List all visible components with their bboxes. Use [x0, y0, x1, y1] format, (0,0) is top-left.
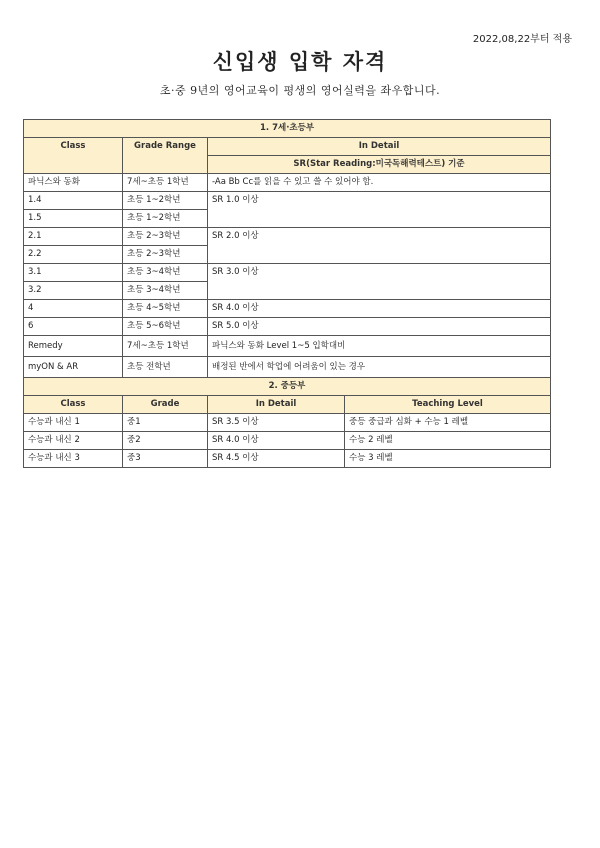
cell-grade: 중2 — [123, 432, 208, 450]
cell-class: 수능과 내신 1 — [24, 414, 123, 432]
header-grade-range: Grade Range — [123, 138, 208, 174]
cell-detail: SR 5.0 이상 — [208, 318, 551, 336]
table-row — [24, 228, 551, 246]
cell-class: 2.1 — [24, 228, 123, 246]
cell-grade: 초등 5~6학년 — [123, 318, 208, 336]
header-grade: Grade — [123, 396, 208, 414]
cell-class: 수능과 내신 3 — [24, 450, 123, 468]
cell-class: Remedy — [24, 336, 123, 357]
header-in-detail: In Detail — [208, 396, 345, 414]
header-sr-basis: SR(Star Reading:미국독해력테스트) 기준 — [208, 156, 551, 174]
admission-table — [23, 119, 551, 468]
cell-grade: 초등 2~3학년 — [123, 246, 208, 264]
table-row — [24, 450, 551, 468]
cell-detail: SR 4.0 이상 — [208, 300, 551, 318]
cell-grade: 초등 3~4학년 — [123, 264, 208, 282]
cell-grade: 초등 1~2학년 — [123, 192, 208, 210]
cell-class: 1.4 — [24, 192, 123, 210]
cell-class: 1.5 — [24, 210, 123, 228]
cell-detail: -Aa Bb Cc를 읽을 수 있고 쓸 수 있어야 함. — [208, 174, 551, 192]
cell-class: 4 — [24, 300, 123, 318]
cell-detail: SR 3.0 이상 — [208, 264, 551, 300]
cell-level: 수능 2 레벨 — [345, 432, 551, 450]
cell-grade: 초등 3~4학년 — [123, 282, 208, 300]
cell-level: 수능 3 레벨 — [345, 450, 551, 468]
section-title: 2. 중등부 — [24, 378, 551, 396]
cell-class: 파닉스와 동화 — [24, 174, 123, 192]
header-row — [24, 138, 551, 156]
section-header-elementary — [24, 120, 551, 138]
table-row — [24, 192, 551, 210]
table-row — [24, 336, 551, 357]
cell-class: 3.1 — [24, 264, 123, 282]
header-teaching-level: Teaching Level — [345, 396, 551, 414]
table-row — [24, 414, 551, 432]
table-row — [24, 300, 551, 318]
header-class: Class — [24, 396, 123, 414]
cell-level: 중등 중급과 심화 + 수능 1 레벨 — [345, 414, 551, 432]
cell-detail: 파닉스와 동화 Level 1~5 입학대비 — [208, 336, 551, 357]
page-subtitle: 초·중 9년의 영어교육이 평생의 영어실력을 좌우합니다. — [159, 84, 441, 97]
table-row — [24, 432, 551, 450]
cell-class: 2.2 — [24, 246, 123, 264]
cell-grade: 초등 1~2학년 — [123, 210, 208, 228]
header-class: Class — [24, 138, 123, 174]
cell-grade: 초등 2~3학년 — [123, 228, 208, 246]
cell-detail: SR 2.0 이상 — [208, 228, 551, 264]
cell-class: 6 — [24, 318, 123, 336]
cell-detail: SR 4.0 이상 — [208, 432, 345, 450]
cell-detail: SR 1.0 이상 — [208, 192, 551, 228]
effective-date: 2022,08,22부터 적용 — [472, 34, 572, 45]
cell-grade: 초등 4~5학년 — [123, 300, 208, 318]
cell-class: myON & AR — [24, 357, 123, 378]
table-row — [24, 264, 551, 282]
cell-grade: 중3 — [123, 450, 208, 468]
cell-detail: SR 4.5 이상 — [208, 450, 345, 468]
cell-grade: 초등 전학년 — [123, 357, 208, 378]
cell-grade: 7세~초등 1학년 — [123, 174, 208, 192]
table-row — [24, 174, 551, 192]
table-row — [24, 318, 551, 336]
section-header-middle — [24, 378, 551, 396]
section-title: 1. 7세·초등부 — [24, 120, 551, 138]
page-title: 신입생 입학 자격 — [212, 49, 388, 74]
cell-detail: SR 3.5 이상 — [208, 414, 345, 432]
header-in-detail: In Detail — [208, 138, 551, 156]
cell-detail: 배정된 반에서 학업에 어려움이 있는 경우 — [208, 357, 551, 378]
table-row — [24, 357, 551, 378]
cell-class: 3.2 — [24, 282, 123, 300]
cell-class: 수능과 내신 2 — [24, 432, 123, 450]
cell-grade: 중1 — [123, 414, 208, 432]
header-row — [24, 396, 551, 414]
cell-grade: 7세~초등 1학년 — [123, 336, 208, 357]
